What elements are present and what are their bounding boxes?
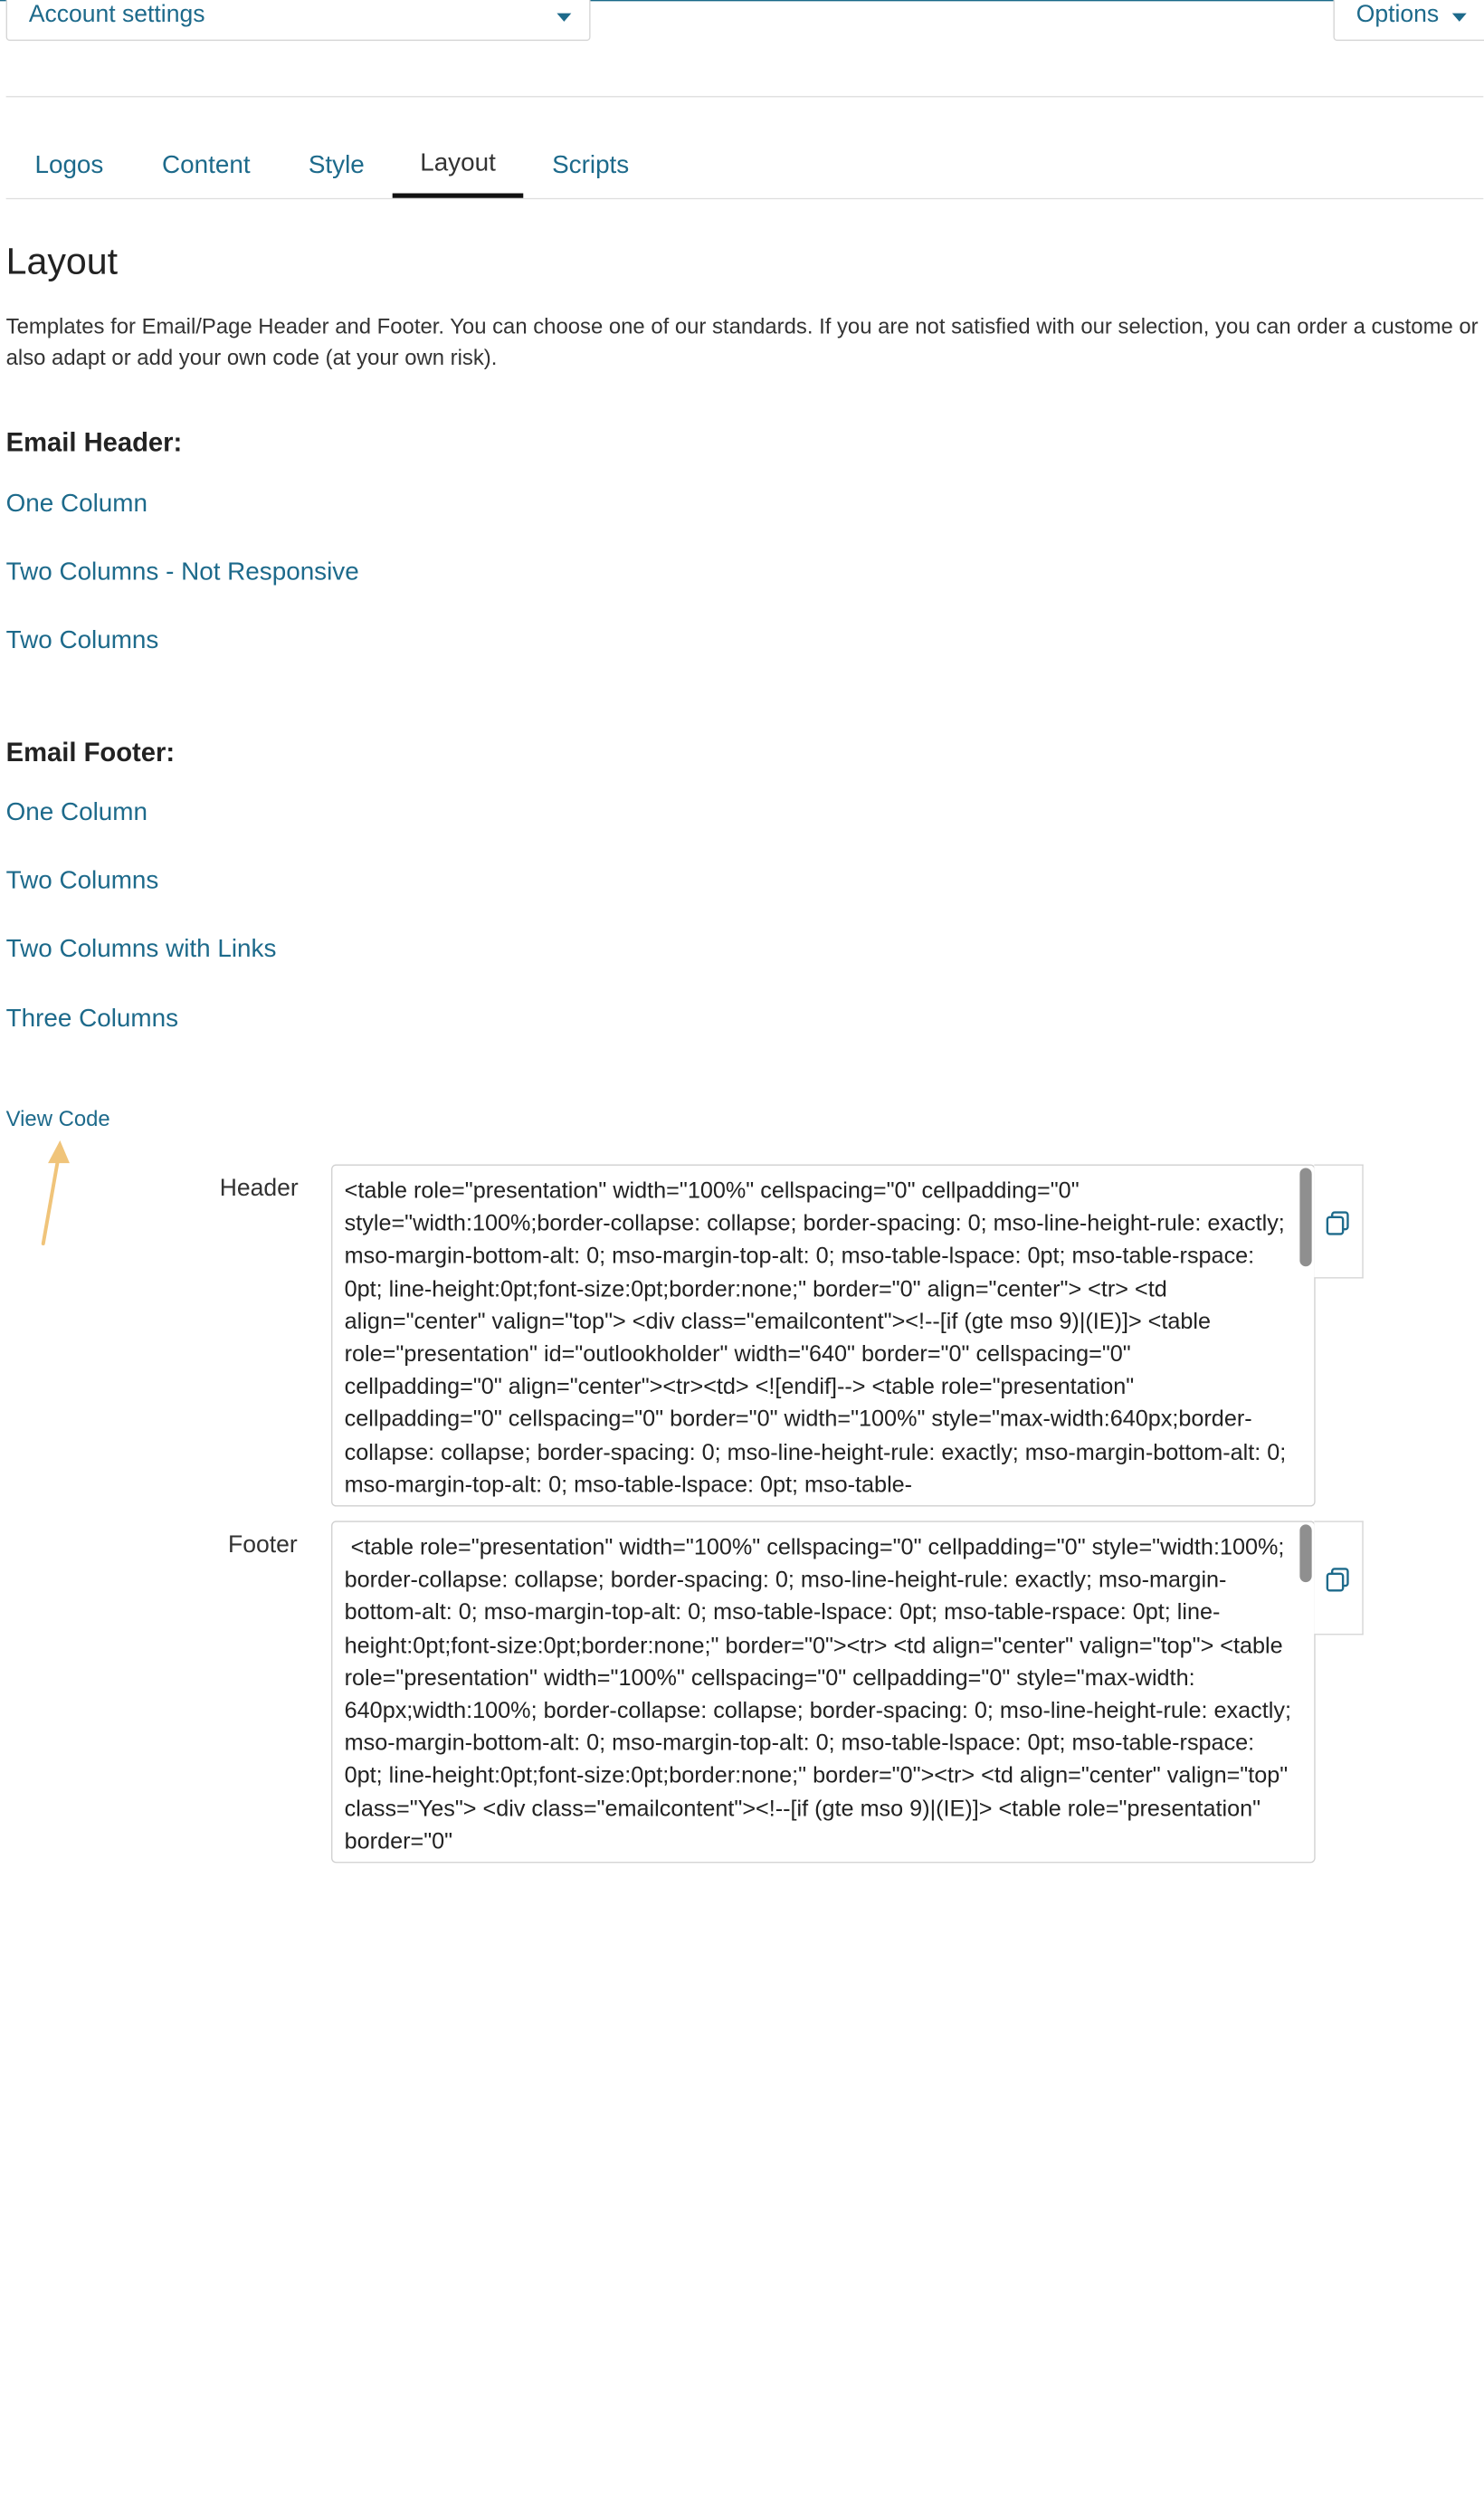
header-code-textarea[interactable]	[331, 1165, 1316, 1507]
tab-style[interactable]: Style	[308, 151, 365, 179]
email-footer-two-columns-with-links-link[interactable]: Two Columns with Links	[5, 935, 277, 963]
email-footer-one-column-link[interactable]: One Column	[5, 797, 147, 826]
page-description-line-1: Templates for Email/Page Header and Footer. You can choose one of our standards. If you are not satisfied with our selection, you can order a custome or	[5, 314, 1479, 339]
tab-scripts[interactable]: Scripts	[552, 151, 630, 179]
copy-header-code-button[interactable]	[1314, 1165, 1363, 1279]
header-code-label: Header	[219, 1175, 299, 1202]
options-dropdown-button[interactable]	[1334, 0, 1484, 41]
header-code-scrollbar[interactable]	[1299, 1168, 1311, 1266]
tab-content[interactable]: Content	[162, 151, 251, 179]
email-header-two-columns-not-responsive-link[interactable]: Two Columns - Not Responsive	[5, 558, 359, 586]
page-title: Layout	[5, 240, 119, 282]
account-settings-select[interactable]	[6, 0, 591, 41]
copy-footer-code-button[interactable]	[1314, 1521, 1363, 1635]
divider	[6, 96, 1484, 97]
chevron-down-icon	[1452, 14, 1467, 22]
annotation-arrow-icon	[33, 1138, 81, 1248]
tabs-divider	[6, 198, 1484, 199]
email-header-title: Email Header:	[5, 427, 183, 458]
settings-tabs	[6, 132, 1484, 199]
tab-layout[interactable]: Layout	[420, 148, 496, 176]
page-description-line-2: also adapt or add your own code (at your own risk).	[5, 345, 498, 370]
email-footer-three-columns-link[interactable]: Three Columns	[5, 1005, 179, 1033]
email-footer-two-columns-link[interactable]: Two Columns	[5, 866, 159, 895]
header-code-text: <table role="presentation" width="100%" cellspacing="0" cellpadding="0" style="width:100%;border-collapse: collapse; border-spacing: 0; mso-line-height-rule: exactly; mso-margin-bottom-alt: 0; mso-margin-top-alt: 0; mso-table-lspace: 0pt; mso-table-rspace: 0pt; line-height:0pt;font-size:0pt;border:none;" border="0" align="center"> <tr> <td align="center" valign="top"> <div class="emailcontent"><!--[if (gte mso 9)|(IE)]> <table role="presentation" id="outlookholder" width="640" border="0" cellspacing="0" cellpadding="0" align="center"><tr><td> <![endif]--> <table role="presentation" cellpadding="0" cellspacing="0" border="0" width="100%" style="max-width:640px;border-collapse: collapse; border-spacing: 0; mso-line-height-rule: exactly; mso-margin-bottom-alt: 0; mso-margin-top-alt: 0; mso-table-lspace: 0pt; mso-table-	[344, 1178, 1293, 1498]
options-label: Options	[1356, 1, 1440, 28]
tab-logos[interactable]: Logos	[34, 151, 104, 179]
email-header-two-columns-link[interactable]: Two Columns	[5, 626, 159, 654]
view-code-link[interactable]: View Code	[5, 1106, 110, 1131]
account-settings-select-label: Account settings	[28, 1, 205, 28]
chevron-down-icon	[556, 14, 571, 22]
footer-code-label: Footer	[227, 1531, 298, 1559]
email-footer-title: Email Footer:	[5, 737, 176, 768]
footer-code-scrollbar[interactable]	[1299, 1524, 1311, 1582]
page-description	[6, 311, 1484, 374]
copy-icon	[1325, 1567, 1351, 1593]
footer-code-text: <table role="presentation" width="100%" cellspacing="0" cellpadding="0" style="width:100%; border-collapse: collapse; border-spacing: 0; mso-line-height-rule: exactly; mso-margin-bottom-alt: 0; mso-margin-top-alt: 0; mso-table-lspace: 0pt; mso-table-rspace: 0pt; line-height:0pt;font-size:0pt;border:none;" border="0"><tr> <td align="center" valign="top"> <table role="presentation" width="100%" cellspacing="0" cellpadding="0" style="max-width: 640px;width:100%; border-collapse: collapse; border-spacing: 0; mso-line-height-rule: exactly; mso-margin-bottom-alt: 0; mso-margin-top-alt: 0; mso-table-lspace: 0pt; mso-table-rspace: 0pt; line-height:0pt;font-size:0pt;border:none;" border="0"><tr> <td align="center" valign="top" class="Yes"> <div class="emailcontent"><!--[if (gte mso 9)|(IE)]> <table role="presentation" border="0"	[344, 1535, 1298, 1854]
email-header-one-column-link[interactable]: One Column	[5, 490, 147, 518]
copy-icon	[1325, 1210, 1351, 1236]
footer-code-textarea[interactable]	[331, 1521, 1316, 1863]
